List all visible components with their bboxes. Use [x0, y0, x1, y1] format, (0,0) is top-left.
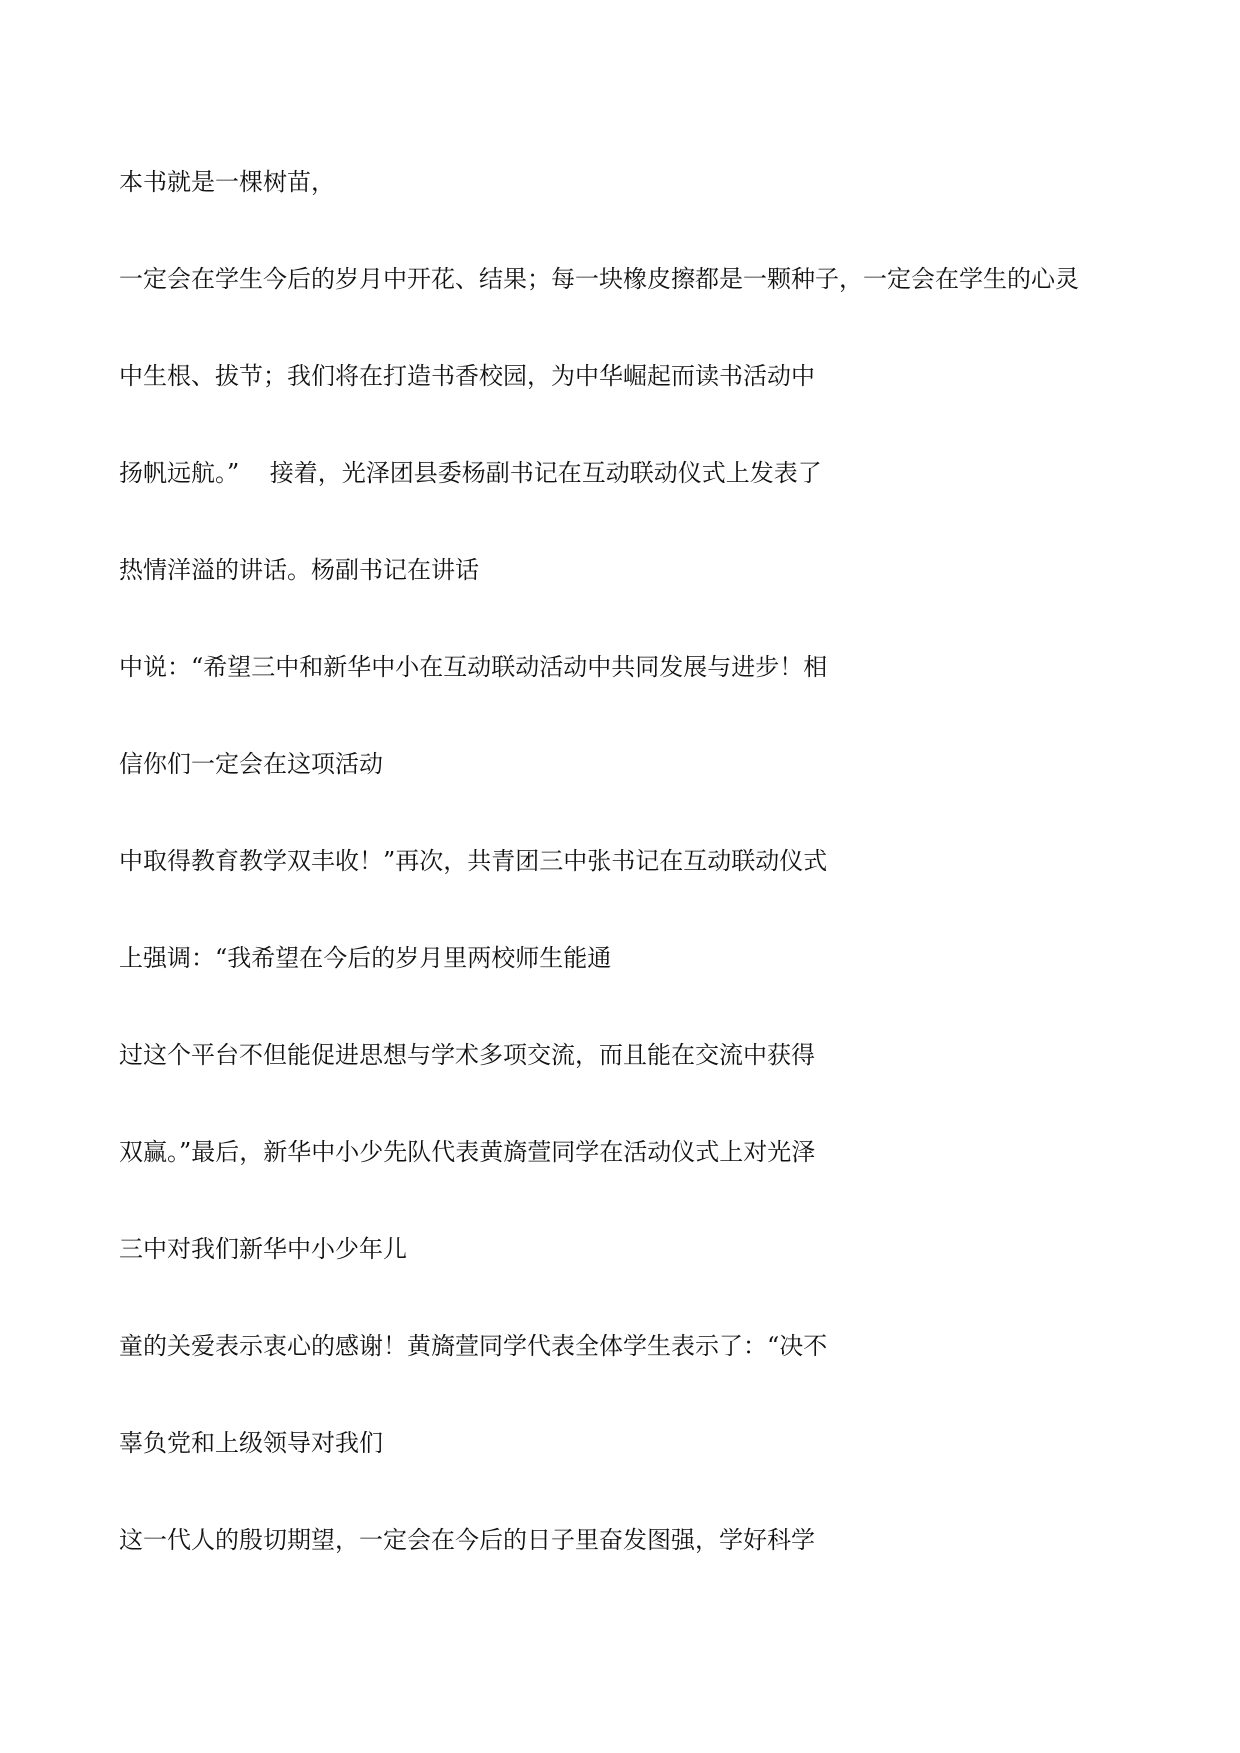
text-line-2: 一定会在学生今后的岁月中开花、结果；每一块橡皮擦都是一颗种子，一定会在学生的心灵: [119, 265, 1079, 293]
text-line-1: 本书就是一棵树苗，: [119, 168, 335, 196]
text-line-3: 中生根、拔节；我们将在打造书香校园，为中华崛起而读书活动中: [119, 362, 815, 390]
text-line-14: 辜负党和上级领导对我们: [119, 1429, 383, 1457]
text-line-6: 中说：“希望三中和新华中小在互动联动活动中共同发展与进步！相: [119, 653, 828, 681]
text-line-7: 信你们一定会在这项活动: [119, 750, 383, 778]
body-text: [119, 168, 1129, 1623]
text-line-11: 双赢。”最后，新华中小少先队代表黄旖萱同学在活动仪式上对光泽: [119, 1138, 816, 1166]
text-line-4: 扬帆远航。” 接着，光泽团县委杨副书记在互动联动仪式上发表了: [119, 459, 822, 487]
text-line-9: 上强调：“我希望在今后的岁月里两校师生能通: [119, 944, 612, 972]
text-line-15: 这一代人的殷切期望，一定会在今后的日子里奋发图强，学好科学: [119, 1526, 815, 1554]
text-line-12: 三中对我们新华中小少年儿: [119, 1235, 407, 1263]
text-line-8: 中取得教育教学双丰收！”再次，共青团三中张书记在互动联动仪式: [119, 847, 828, 875]
text-line-13: 童的关爱表示衷心的感谢！黄旖萱同学代表全体学生表示了：“决不: [119, 1332, 828, 1360]
text-line-10: 过这个平台不但能促进思想与学术多项交流，而且能在交流中获得: [119, 1041, 815, 1069]
text-line-5: 热情洋溢的讲话。杨副书记在讲话: [119, 556, 479, 584]
